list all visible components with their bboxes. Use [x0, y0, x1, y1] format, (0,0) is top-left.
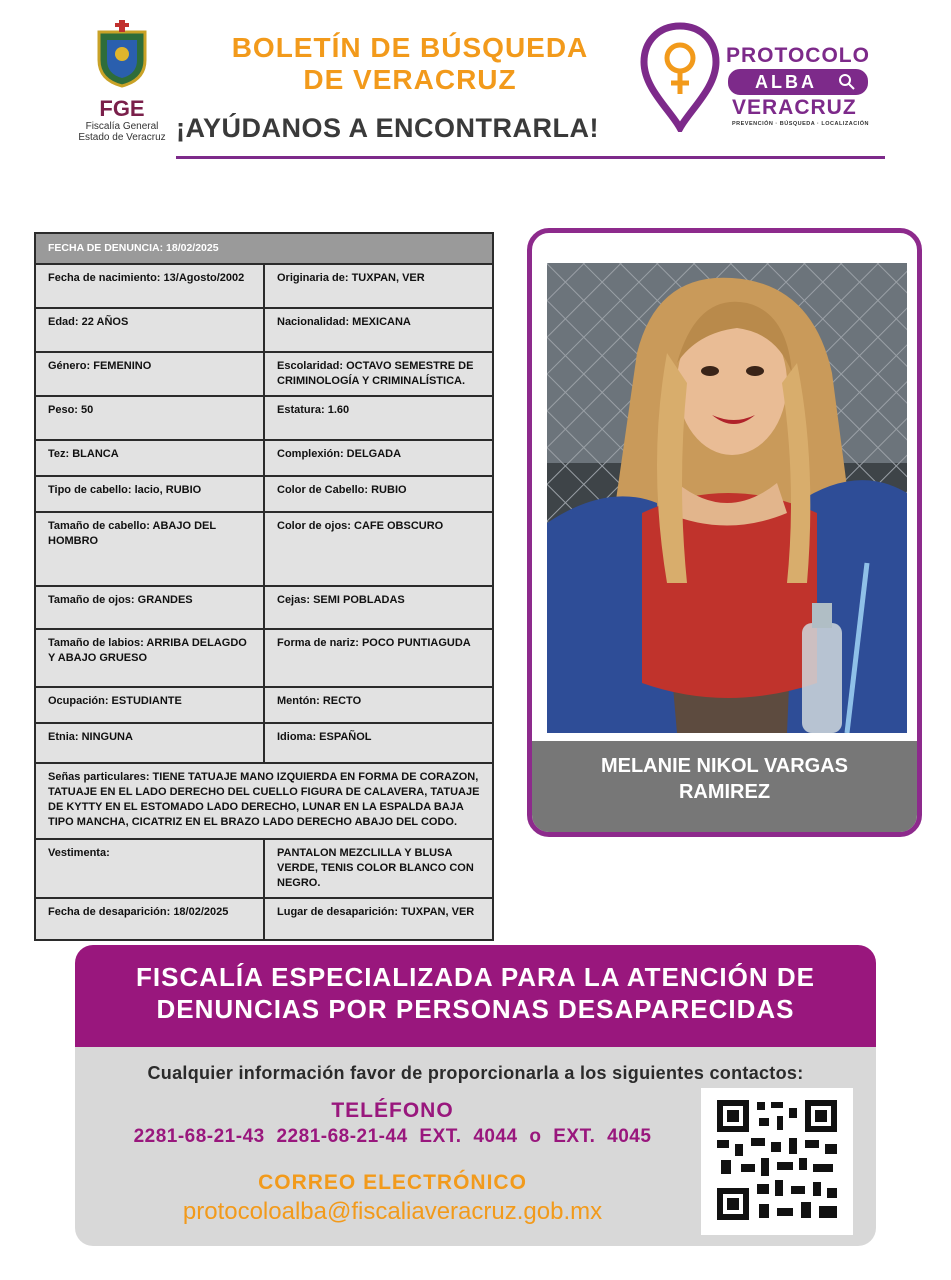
- clothing-label: Vestimenta:: [35, 839, 264, 898]
- table-row: [35, 687, 493, 723]
- birth-date: Fecha de nacimiento: 13/Agosto/2002: [35, 264, 264, 308]
- lip-size: Tamaño de labios: ARRIBA DELAGDO Y ABAJO GRUESO: [35, 629, 264, 687]
- contact-intro: Cualquier información favor de proporcionarla a los siguientes contactos:: [147, 1063, 804, 1083]
- person-info-table: [34, 232, 494, 941]
- report-date: FECHA DE DENUNCIA: 18/02/2025: [35, 233, 493, 264]
- disappearance-date: Fecha de desaparición: 18/02/2025: [35, 898, 264, 940]
- weight: Peso: 50: [35, 396, 264, 440]
- nationality: Nacionalidad: MEXICANA: [264, 308, 493, 352]
- table-row: [35, 352, 493, 396]
- fge-name-line2: Estado de Veracruz: [78, 132, 166, 143]
- header-divider: [176, 156, 885, 159]
- photo-card: [527, 228, 922, 837]
- table-row: [35, 839, 493, 898]
- phone-label: TELÉFONO: [331, 1099, 454, 1122]
- table-row: [35, 476, 493, 512]
- hair-color: Color de Cabello: RUBIO: [264, 476, 493, 512]
- email-label: CORREO ELECTRÓNICO: [258, 1171, 527, 1194]
- nose-shape: Forma de nariz: POCO PUNTIAGUDA: [264, 629, 493, 687]
- help-find-her-heading: ¡AYÚDANOS A ENCONTRARLA!: [176, 113, 599, 143]
- table-row: [35, 308, 493, 352]
- height: Estatura: 1.60: [264, 396, 493, 440]
- eye-size: Tamaño de ojos: GRANDES: [35, 586, 264, 629]
- skin-tone: Tez: BLANCA: [35, 440, 264, 476]
- table-row: [35, 898, 493, 940]
- bulletin-title-line1: BOLETÍN DE BÚSQUEDA: [231, 32, 589, 63]
- qr-code-icon[interactable]: [701, 1088, 853, 1235]
- ethnicity: Etnia: NINGUNA: [35, 723, 264, 763]
- email-link[interactable]: protocoloalba@fiscaliaveracruz.gob.mx: [182, 1198, 603, 1225]
- prosecutor-title-line2: DENUNCIAS POR PERSONAS DESAPARECIDAS: [156, 994, 795, 1024]
- table-row: [35, 264, 493, 308]
- alba-name-text: ALBA: [755, 72, 817, 92]
- disappearance-place: Lugar de desaparición: TUXPAN, VER: [264, 898, 493, 940]
- language: Idioma: ESPAÑOL: [264, 723, 493, 763]
- table-row: [35, 586, 493, 629]
- bulletin-title-line2: DE VERACRUZ: [303, 64, 517, 95]
- coat-of-arms-icon: [93, 18, 151, 88]
- hair-length: Tamaño de cabello: ABAJO DEL HOMBRO: [35, 512, 264, 586]
- protocolo-alba-logo: [640, 22, 880, 132]
- table-row: [35, 723, 493, 763]
- table-row-header: [35, 233, 493, 264]
- eye-color: Color de ojos: CAFE OBSCURO: [264, 512, 493, 586]
- fge-logo: [72, 18, 172, 146]
- alba-protocolo-text: PROTOCOLO: [726, 44, 870, 67]
- table-row: [35, 440, 493, 476]
- eyebrows: Cejas: SEMI POBLADAS: [264, 586, 493, 629]
- table-row: [35, 629, 493, 687]
- location-pin-female-icon: [640, 22, 720, 132]
- table-row: [35, 512, 493, 586]
- age: Edad: 22 AÑOS: [35, 308, 264, 352]
- build: Complexión: DELGADA: [264, 440, 493, 476]
- origin: Originaria de: TUXPAN, VER: [264, 264, 493, 308]
- hair-type: Tipo de cabello: lacio, RUBIO: [35, 476, 264, 512]
- table-row: [35, 763, 493, 839]
- chin: Mentón: RECTO: [264, 687, 493, 723]
- prosecutor-title-line1: FISCALÍA ESPECIALIZADA PARA LA ATENCIÓN DE: [136, 962, 815, 992]
- education: Escolaridad: OCTAVO SEMESTRE DE CRIMINOLOGÍA Y CRIMINALÍSTICA.: [264, 352, 493, 396]
- alba-veracruz-text: VERACRUZ: [732, 96, 857, 119]
- alba-tagline: PREVENCIÓN · BÚSQUEDA · LOCALIZACIÓN: [732, 121, 869, 127]
- fge-name-line1: Fiscalía General: [85, 121, 159, 132]
- distinguishing-marks: Señas particulares: TIENE TATUAJE MANO IZQUIERDA EN FORMA DE CORAZON, TATUAJE EN EL LADO DERECHO DEL CUELLO FIGURA DE CALAVERA, TATUAJE DE KYTTY EN EL ESTOMADO LADO DERECHO, LUNAR EN LA ESPALDA BAJA TIPO MANCHA, CICATRIZ EN EL BRAZO LADO DERECHO ABAJO DEL CODO.: [35, 763, 493, 839]
- phone-numbers[interactable]: 2281-68-21-43 2281-68-21-44 EXT. 4044 o EXT. 4045: [133, 1126, 652, 1147]
- search-icon: [838, 73, 856, 91]
- prosecutor-title: [75, 961, 876, 1025]
- clothing-value: PANTALON MEZCLILLA Y BLUSA VERDE, TENIS COLOR BLANCO CON NEGRO.: [264, 839, 493, 898]
- fge-name: [72, 121, 172, 143]
- occupation: Ocupación: ESTUDIANTE: [35, 687, 264, 723]
- missing-person-photo: [547, 263, 907, 733]
- gender: Género: FEMENINO: [35, 352, 264, 396]
- missing-person-name: MELANIE NIKOL VARGAS RAMIREZ: [600, 755, 849, 803]
- table-row: [35, 396, 493, 440]
- fge-abbreviation: FGE: [99, 96, 145, 121]
